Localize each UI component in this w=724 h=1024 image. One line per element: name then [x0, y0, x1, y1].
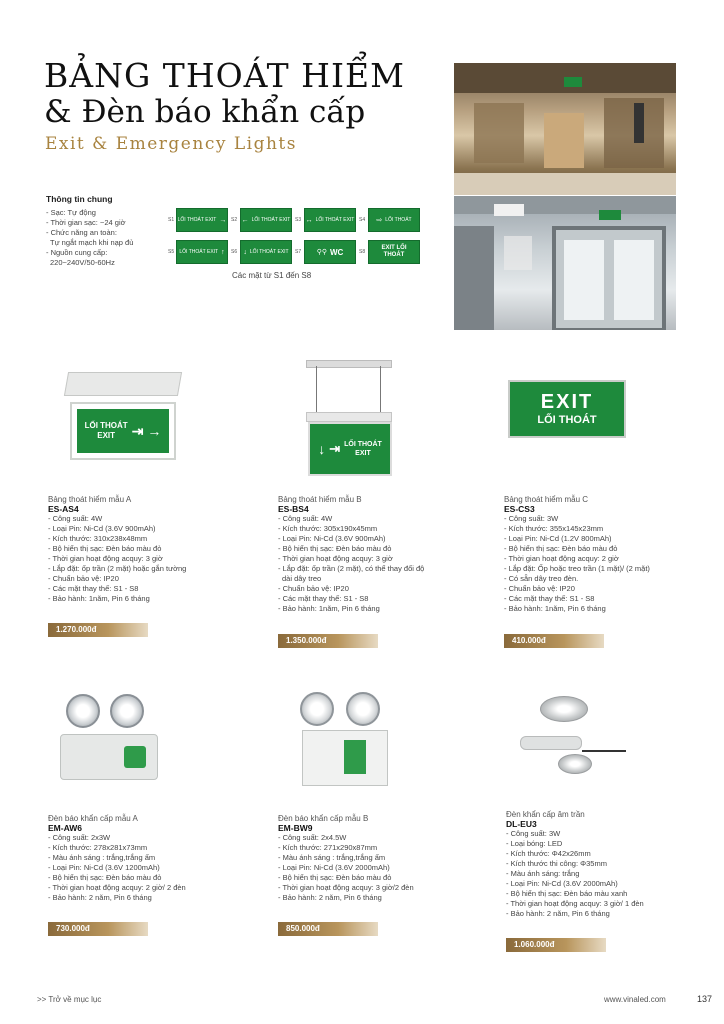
price-tag-dl-eu3: 1.060.000đ	[506, 938, 606, 952]
running-man-icon: ⇥	[131, 422, 144, 439]
sign-face-s1	[176, 208, 228, 232]
spec-line: - Kích thước: 271x290x87mm	[278, 843, 378, 852]
spec-line: - Công suất: 3W	[504, 514, 559, 523]
spec-line: - Công suất: 2x4.5W	[278, 833, 347, 842]
general-info-item: - Sạc: Tự động	[46, 208, 96, 217]
price-tag-em-bw9: 850.000đ	[278, 922, 378, 936]
sign-text: EXIT	[355, 450, 371, 457]
exit-sign-face	[508, 380, 626, 438]
faces-caption: Các mặt từ S1 đến S8	[232, 271, 312, 280]
sign-text-block	[85, 421, 128, 441]
price-tag-es-as4: 1.270.000đ	[48, 623, 148, 637]
lamp-head-left	[66, 694, 100, 728]
spec-line: - Loại Pin: Ni-Cd (3.6V 1200mAh)	[48, 863, 160, 872]
sign-text: LỐI THOÁT	[84, 421, 128, 430]
arrow-both-icon: ↔	[305, 216, 313, 224]
face-number: S4	[359, 217, 366, 223]
spec-line: - Màu ánh sáng: trắng	[506, 869, 580, 878]
spec-line: - Loại Pin: Ni-Cd (3.6V 2000mAh)	[506, 879, 618, 888]
recessed-lamp-head	[540, 696, 588, 722]
spec-line: - Có sẵn dây treo đèn.	[504, 574, 579, 583]
arrow-left-icon: ←	[241, 216, 249, 224]
sign-face-s2	[240, 208, 292, 232]
spec-line: - Kích thước: Φ42x26mm	[506, 849, 591, 858]
sign-text-block	[344, 440, 382, 458]
spec-line: - Thời gian hoạt động acquy: 3 giờ/ 1 đèn	[506, 899, 644, 908]
hanging-wire	[380, 366, 381, 412]
product-card-em-aw6	[48, 814, 186, 903]
face-number: S2	[231, 217, 238, 223]
product-code: ES-BS4	[278, 504, 309, 514]
spec-line: - Chuẩn bảo vệ: IP20	[278, 584, 349, 593]
spec-line: - Thời gian hoạt động acquy: 3 giờ	[48, 554, 163, 563]
page-title: BẢNG THOÁT HIỂM	[44, 56, 405, 95]
face-label: LỐI THOÁT EXIT	[251, 217, 291, 223]
face-number: S7	[295, 249, 302, 255]
spec-line: - Công suất: 3W	[506, 829, 561, 838]
product-name: Bảng thoát hiểm mẫu A	[48, 495, 132, 504]
mall-photo-illustration	[454, 63, 676, 195]
spec-line: - Bảo hành: 2 năm, Pin 6 tháng	[506, 909, 610, 918]
product-name: Đèn báo khẩn cấp mẫu B	[278, 814, 369, 823]
general-info-item: - Chức năng an toàn:	[46, 228, 117, 237]
face-label: LỐI THOÁT EXIT	[179, 249, 219, 255]
sign-text: EXIT	[97, 431, 116, 440]
spec-line: - Các mặt thay thế: S1 - S8	[504, 594, 595, 603]
spec-line: - Bộ hiển thị sạc: Đèn báo màu đỏ	[48, 544, 162, 553]
exit-sign-panel	[70, 402, 176, 460]
face-label: LỐI THOÁT EXIT	[249, 249, 289, 255]
sign-faces-grid	[168, 208, 420, 266]
product-image-em-aw6	[60, 692, 160, 784]
product-code: DL-EU3	[506, 819, 537, 829]
lamp-head-left	[300, 692, 334, 726]
spec-line: - Bảo hành: 2 năm, Pin 6 tháng	[48, 893, 152, 902]
general-info-list	[46, 208, 166, 268]
spec-line: - Lắp đặt: ốp trần (2 mặt) hoặc gắn tường	[48, 564, 187, 573]
spec-line: - Công suất: 4W	[278, 514, 333, 523]
face-number: S1	[168, 217, 175, 223]
product-image-dl-eu3	[512, 696, 634, 782]
general-info-item: Tự ngắt mạch khi nạp đủ	[50, 238, 134, 247]
product-image-es-cs3	[508, 380, 626, 438]
spec-line: - Kích thước: 278x281x73mm	[48, 843, 148, 852]
spec-line: - Bảo hành: 1năm, Pin 6 tháng	[504, 604, 606, 613]
spec-line: - Lắp đặt: Ốp hoặc treo trần (1 mặt)/ (2 mặt)	[504, 564, 650, 573]
face-number: S8	[359, 249, 366, 255]
corridor-photo-illustration	[454, 196, 676, 330]
spec-line: - Chuẩn bảo vệ: IP20	[504, 584, 575, 593]
sign-text: LỐI THOÁT	[344, 441, 382, 448]
sign-text-exit: EXIT	[540, 391, 594, 413]
spec-line: - Bộ hiển thị sạc: Đèn báo màu đỏ	[504, 544, 618, 553]
face-label: LỐI THOÁT EXIT	[315, 217, 355, 223]
arrow-right-icon: →	[219, 216, 227, 224]
spec-line: - Thời gian hoạt động acquy: 3 giờ	[278, 554, 393, 563]
arrow-right-icon: →	[147, 423, 162, 439]
sign-face-s3	[304, 208, 356, 232]
exit-sign-face	[308, 422, 392, 476]
product-card-es-bs4	[278, 495, 424, 614]
general-info-item: 220~240V/50-60Hz	[50, 258, 115, 267]
product-specs	[504, 514, 650, 614]
spec-line: dài dây treo	[282, 574, 322, 583]
face-label: LỐI THOÁT EXIT	[177, 217, 217, 223]
spec-line: - Kích thước: 305x190x45mm	[278, 524, 378, 533]
lamp-head-right	[346, 692, 380, 726]
green-panel	[344, 740, 366, 774]
general-info-title: Thông tin chung	[46, 194, 113, 204]
product-image-es-as4	[62, 372, 182, 462]
product-code: EM-AW6	[48, 823, 82, 833]
running-man-icon: ⇨	[376, 217, 383, 224]
spec-line: - Bảo hành: 1năm, Pin 6 tháng	[278, 604, 380, 613]
sign-face-s5	[176, 240, 228, 264]
page-subtitle: Exit & Emergency Lights	[45, 134, 297, 154]
price-tag-es-bs4: 1.350.000đ	[278, 634, 378, 648]
spec-line: - Bộ hiển thị sạc: Đèn báo màu đỏ	[278, 544, 392, 553]
arrow-down-icon: ↓	[318, 441, 326, 457]
face-number: S6	[231, 249, 238, 255]
page-number: 137	[697, 994, 713, 1004]
spec-line: - Bộ hiển thị sạc: Đèn báo màu xanh	[506, 889, 628, 898]
spec-line: - Các mặt thay thế: S1 - S8	[278, 594, 369, 603]
face-label: EXIT LỐI THOÁT	[381, 245, 407, 258]
sign-frame-top	[306, 412, 392, 422]
back-to-toc-link[interactable]: >> Trở về mục lục	[37, 995, 102, 1004]
product-name: Đèn khẩn cấp âm trần	[506, 810, 585, 819]
spec-line: - Công suất: 4W	[48, 514, 103, 523]
restroom-icon: ⚲⚲	[316, 249, 327, 256]
spec-line: - Bảo hành: 2 năm, Pin 6 tháng	[278, 893, 382, 902]
recessed-lamp-head-2	[558, 754, 592, 774]
product-image-em-bw9	[296, 690, 396, 790]
face-number: S5	[168, 249, 175, 255]
corridor-doors-photo	[454, 196, 676, 330]
price-tag-em-aw6: 730.000đ	[48, 922, 148, 936]
spec-line: - Loại bóng: LED	[506, 839, 563, 848]
product-specs	[506, 829, 644, 919]
product-image-es-bs4	[302, 356, 394, 476]
face-label: LỐI THOÁT	[385, 217, 412, 223]
spec-line: - Loại Pin: Ni-Cd (3.6V 2000mAh)	[278, 863, 390, 872]
product-card-dl-eu3	[506, 810, 644, 919]
spec-line: - Kích thước thi công: Φ35mm	[506, 859, 607, 868]
lamp-head-right	[110, 694, 144, 728]
product-specs	[48, 514, 186, 604]
product-card-es-as4	[48, 495, 186, 604]
spec-line: - Loại Pin: Ni-Cd (1.2V 800mAh)	[504, 534, 612, 543]
spec-line: - Thời gian hoạt động acquy: 3 giờ/2 đèn	[278, 883, 414, 892]
arrow-up-icon: ↑	[221, 248, 225, 256]
spec-line: - Kích thước: 355x145x23mm	[504, 524, 604, 533]
general-info-item: - Thời gian sạc: ~24 giờ	[46, 218, 126, 227]
product-code: ES-CS3	[504, 504, 535, 514]
product-name: Đèn báo khẩn cấp mẫu A	[48, 814, 138, 823]
spec-line: - Loại Pin: Ni-Cd (3.6V 900mAh)	[278, 534, 386, 543]
sign-face-s6	[240, 240, 292, 264]
face-label: WC	[329, 247, 344, 257]
spec-line: - Loại Pin: Ni-Cd (3.6V 900mAh)	[48, 524, 156, 533]
spec-line: - Bộ hiển thị sạc: Đèn báo màu đỏ	[278, 873, 392, 882]
sign-face-s8	[368, 240, 420, 264]
mall-interior-photo	[454, 63, 676, 195]
product-specs	[278, 514, 424, 614]
power-socket	[124, 746, 146, 768]
exit-sign-face	[77, 409, 169, 453]
hanging-wire	[316, 366, 317, 412]
product-specs	[278, 833, 414, 903]
page-title-line2: & Đèn báo khẩn cấp	[44, 94, 366, 130]
website-link[interactable]: www.vinaled.com	[604, 995, 666, 1004]
price-tag-es-cs3: 410.000đ	[504, 634, 604, 648]
spec-line: - Thời gian hoạt động acquy: 2 giờ	[504, 554, 619, 563]
spec-line: - Công suất: 2x3W	[48, 833, 111, 842]
spec-line: - Màu ánh sáng : trắng,trắng ấm	[48, 853, 156, 862]
spec-line: - Bộ hiển thị sạc: Đèn báo màu đỏ	[48, 873, 162, 882]
spec-line: - Các mặt thay thế: S1 - S8	[48, 584, 139, 593]
product-card-es-cs3	[504, 495, 650, 614]
battery-pack	[520, 736, 582, 750]
spec-line: - Màu ánh sáng : trắng,trắng ấm	[278, 853, 386, 862]
arrow-down-icon: ↓	[243, 248, 247, 256]
sign-face-s7	[304, 240, 356, 264]
spec-line: - Thời gian hoạt động acquy: 2 giờ/ 2 đèn	[48, 883, 186, 892]
sign-face-s4	[368, 208, 420, 232]
cable	[582, 750, 626, 752]
spec-line: - Bảo hành: 1năm, Pin 6 tháng	[48, 594, 150, 603]
product-name: Bảng thoát hiểm mẫu B	[278, 495, 362, 504]
spec-line: - Kích thước: 310x238x48mm	[48, 534, 148, 543]
product-name: Bảng thoát hiểm mẫu C	[504, 495, 589, 504]
ceiling-mount-base	[64, 372, 182, 396]
general-info-item: - Nguồn cung cấp:	[46, 248, 108, 257]
sign-text-loi-thoat: LỐI THOÁT	[537, 414, 597, 426]
product-code: ES-AS4	[48, 504, 79, 514]
running-man-icon: ⇥	[329, 441, 341, 456]
spec-line: - Chuẩn bảo vệ: IP20	[48, 574, 119, 583]
product-specs	[48, 833, 186, 903]
spec-line: - Lắp đặt: ốp trần (2 mặt), có thể thay đổi độ	[278, 564, 425, 573]
product-card-em-bw9	[278, 814, 414, 903]
face-number: S3	[295, 217, 302, 223]
product-code: EM-BW9	[278, 823, 313, 833]
